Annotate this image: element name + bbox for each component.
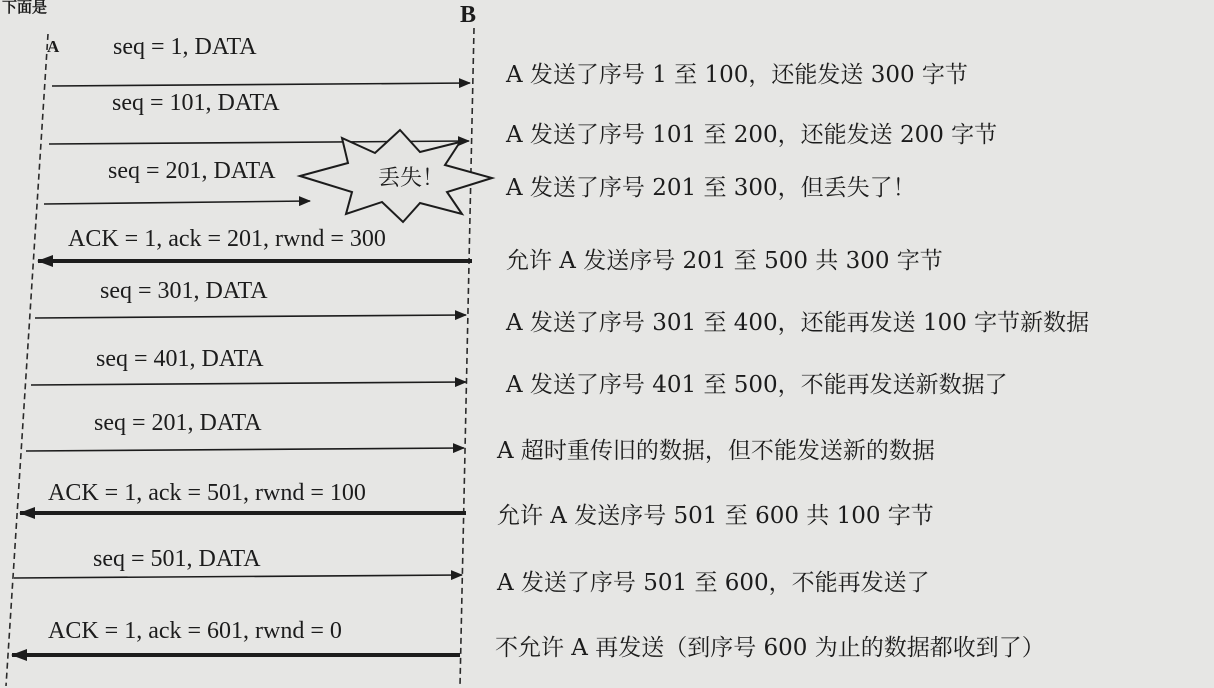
message-description: 允许 A 发送序号 201 至 500 共 300 字节 <box>506 248 943 274</box>
message-label: ACK = 1, ack = 501, rwnd = 100 <box>48 480 366 506</box>
message-1 <box>52 34 968 88</box>
message-label: seq = 101, DATA <box>112 90 280 116</box>
message-6 <box>31 346 1008 398</box>
message-9 <box>14 546 930 596</box>
message-4 <box>38 226 943 274</box>
message-list <box>12 34 1089 661</box>
message-label: ACK = 1, ack = 201, rwnd = 300 <box>68 226 386 252</box>
message-2 <box>49 90 997 148</box>
message-label: seq = 201, DATA <box>108 158 276 184</box>
message-description: A 发送了序号 101 至 200，还能发送 200 字节 <box>506 122 998 148</box>
message-7 <box>26 410 935 464</box>
data-arrow <box>31 382 466 385</box>
message-description: A 发送了序号 201 至 300，但丢失了！ <box>506 175 916 201</box>
message-description: A 发送了序号 301 至 400，还能再发送 100 字节新数据 <box>506 310 1090 336</box>
message-label: seq = 501, DATA <box>93 546 261 572</box>
message-description: 不允许 A 再发送（到序号 600 为止的数据都收到了） <box>495 635 1045 661</box>
lost-burst <box>300 130 492 222</box>
data-arrow <box>14 575 462 578</box>
lost-marker-text: 丢失！ <box>378 166 445 191</box>
message-label: seq = 201, DATA <box>94 410 262 436</box>
data-arrow <box>26 448 464 451</box>
message-label: ACK = 1, ack = 601, rwnd = 0 <box>48 618 342 644</box>
data-arrow <box>35 315 466 318</box>
message-description: A 发送了序号 1 至 100，还能发送 300 字节 <box>506 62 968 88</box>
message-description: A 超时重传旧的数据，但不能发送新的数据 <box>497 438 935 464</box>
header-fragment: 下面是 <box>2 0 48 16</box>
message-label: seq = 1, DATA <box>113 34 257 60</box>
message-8 <box>20 480 934 529</box>
node-b-label: B <box>460 2 477 28</box>
timeline-a <box>6 34 48 686</box>
message-5 <box>35 278 1089 336</box>
message-label: seq = 401, DATA <box>96 346 264 372</box>
message-description: 允许 A 发送序号 501 至 600 共 100 字节 <box>497 503 934 529</box>
node-a-label: A <box>47 37 60 56</box>
data-arrow <box>52 83 470 86</box>
message-label: seq = 301, DATA <box>100 278 268 304</box>
message-10 <box>12 618 1045 661</box>
timeline-b <box>460 28 474 686</box>
data-arrow <box>44 201 310 204</box>
message-description: A 发送了序号 501 至 600，不能再发送了 <box>497 570 930 596</box>
message-description: A 发送了序号 401 至 500，不能再发送新数据了 <box>506 372 1008 398</box>
